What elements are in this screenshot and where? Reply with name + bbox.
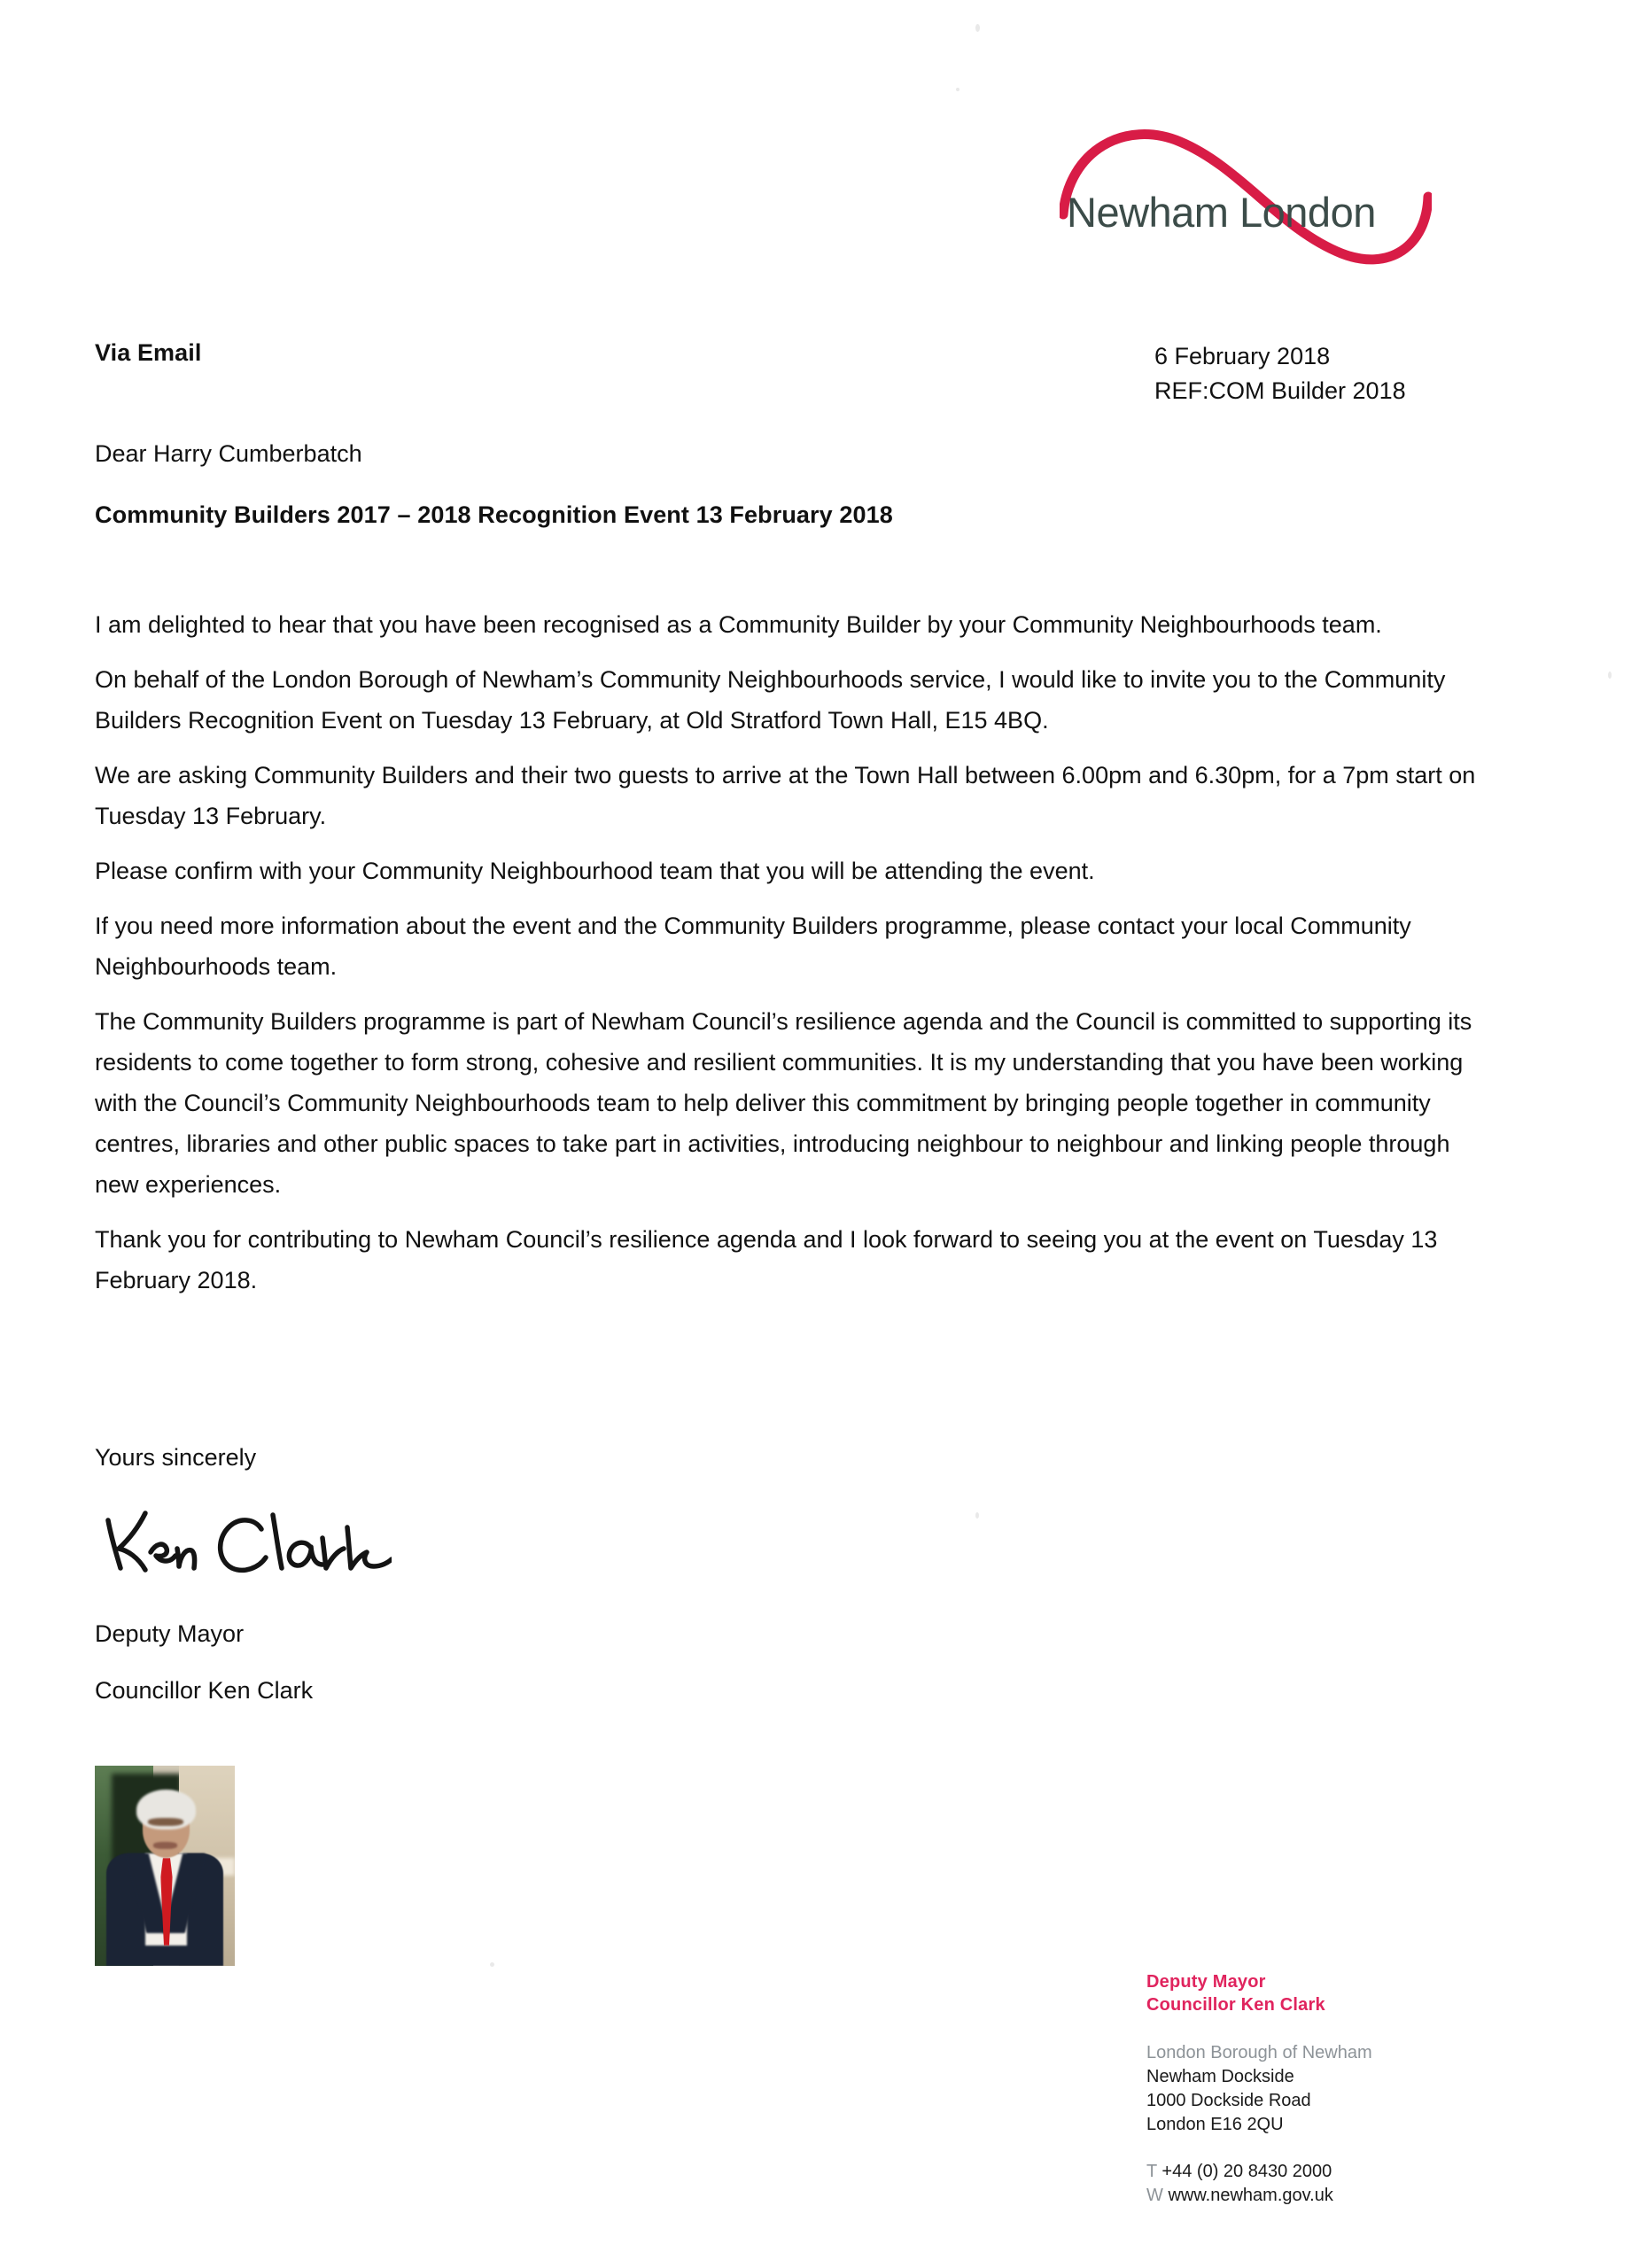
body-paragraph: On behalf of the London Borough of Newham’s Community Neighbourhoods service, I would like to invite you to the Community Builders Recognition Event on Tuesday 13 February, at Old Stratford Town Hall, E15 4BQ. bbox=[95, 666, 1446, 734]
address-line-1: Newham Dockside bbox=[1146, 2067, 1294, 2086]
footer-title bbox=[1146, 1970, 1536, 2016]
footer-contact-block bbox=[1146, 1970, 1536, 2208]
body-paragraph: If you need more information about the event and the Community Builders programme, please contact your local Community Neighbourhoods team. bbox=[95, 913, 1411, 980]
footer-phone: +44 (0) 20 8430 2000 bbox=[1161, 2162, 1332, 2181]
delivery-method-label: Via Email bbox=[95, 339, 202, 366]
subject-line: Community Builders 2017 – 2018 Recognition Event 13 February 2018 bbox=[95, 501, 893, 528]
footer-organisation: London Borough of Newham bbox=[1146, 2043, 1372, 2062]
footer-address bbox=[1146, 2065, 1536, 2137]
signer-title: Deputy Mayor bbox=[95, 1620, 245, 1647]
letter-body bbox=[95, 604, 1482, 1315]
footer-web-row bbox=[1146, 2184, 1536, 2208]
web-prefix-label: W bbox=[1146, 2186, 1163, 2205]
signature-icon bbox=[99, 1497, 392, 1595]
footer-title-name: Councillor Ken Clark bbox=[1146, 1995, 1325, 2015]
body-paragraph: I am delighted to hear that you have been recognised as a Community Builder by your Community Neighbourhoods team. bbox=[95, 611, 1382, 638]
scan-speck bbox=[1608, 672, 1612, 679]
date-reference-block bbox=[1154, 339, 1406, 408]
address-line-2: 1000 Dockside Road bbox=[1146, 2091, 1311, 2110]
scan-speck bbox=[975, 1512, 979, 1518]
newham-london-logo bbox=[1060, 120, 1432, 289]
footer-title-role: Deputy Mayor bbox=[1146, 1972, 1266, 1992]
phone-prefix-label: T bbox=[1146, 2162, 1157, 2181]
handwritten-signature bbox=[99, 1497, 392, 1595]
letter-reference: REF:COM Builder 2018 bbox=[1154, 377, 1406, 404]
closing-salutation: Yours sincerely bbox=[95, 1444, 257, 1471]
portrait-image bbox=[95, 1766, 235, 1966]
scan-speck bbox=[956, 88, 959, 91]
logo-wordmark: Newham London bbox=[1067, 189, 1376, 236]
signer-portrait-photo bbox=[95, 1766, 235, 1966]
signer-block bbox=[95, 1605, 313, 1719]
body-paragraph: We are asking Community Builders and their two guests to arrive at the Town Hall between 6.00pm and 6.30pm, for a 7pm start on Tuesday 13 February. bbox=[95, 762, 1476, 829]
scan-speck bbox=[975, 24, 980, 32]
address-line-3: London E16 2QU bbox=[1146, 2115, 1284, 2134]
scan-speck bbox=[490, 1962, 494, 1967]
letter-date: 6 February 2018 bbox=[1154, 343, 1331, 369]
body-paragraph: Thank you for contributing to Newham Council’s resilience agenda and I look forward to seeing you at the event on Tuesday 13 February 2018. bbox=[95, 1226, 1438, 1293]
body-paragraph: Please confirm with your Community Neighbourhood team that you will be attending the event. bbox=[95, 858, 1095, 884]
footer-contact-details bbox=[1146, 2160, 1536, 2208]
footer-phone-row bbox=[1146, 2160, 1536, 2184]
signer-name: Councillor Ken Clark bbox=[95, 1677, 314, 1704]
salutation: Dear Harry Cumberbatch bbox=[95, 440, 362, 467]
body-paragraph: The Community Builders programme is part of Newham Council’s resilience agenda and the Council is committed to supporting its residents to come together to form strong, cohesive and resilient communities. It is my understanding that you have been working with the Council’s Community Neighbourhoods team to help deliver this commitment by bringing people together in community centres, libraries and other public spaces to take part in activities, introducing neighbour to neighbour and linking people through new experiences. bbox=[95, 1008, 1472, 1198]
footer-website[interactable]: www.newham.gov.uk bbox=[1168, 2186, 1333, 2205]
